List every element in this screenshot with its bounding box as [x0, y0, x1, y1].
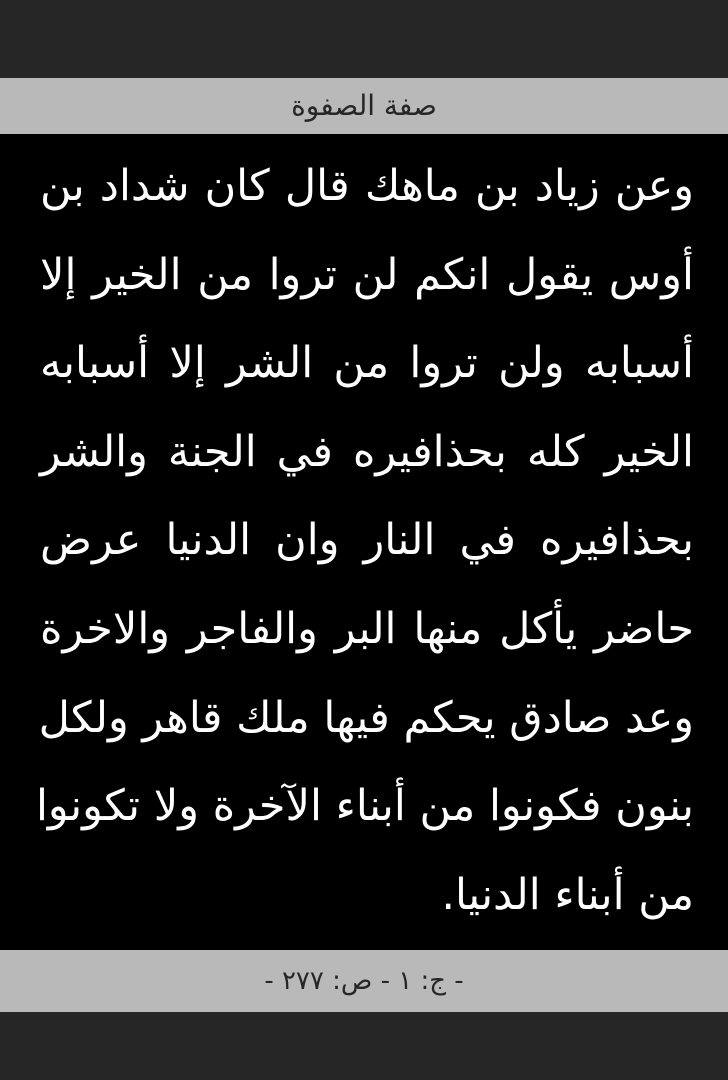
- footer-bar: [0, 950, 728, 1012]
- text-line: حاضر يأكل منها البر والفاجر والاخرة: [40, 603, 694, 654]
- page-content[interactable]: [0, 134, 728, 950]
- text-line: أسبابه ولن تروا من الشر إلا أسبابه: [40, 338, 694, 389]
- page-reference: - ج: ١ - ص: ٢٧٧ -: [264, 966, 464, 996]
- text-line: وعن زياد بن ماهك قال كان شداد بن: [40, 161, 694, 211]
- header-bar: [0, 78, 728, 134]
- text-line: بحذافيره في النار وان الدنيا عرض: [40, 515, 694, 566]
- text-line: من أبناء الدنيا.: [441, 869, 694, 920]
- text-line: بنون فكونوا من أبناء الآخرة ولا تكونوا: [35, 781, 694, 832]
- text-line: أوس يقول انكم لن تروا من الخير إلا: [40, 249, 694, 300]
- text-line: الخير كله بحذافيره في الجنة والشر: [40, 426, 694, 477]
- text-line: وعد صادق يحكم فيها ملك قاهر ولكل: [38, 692, 694, 743]
- book-title: صفة الصفوة: [291, 89, 437, 122]
- text-block: [35, 142, 694, 939]
